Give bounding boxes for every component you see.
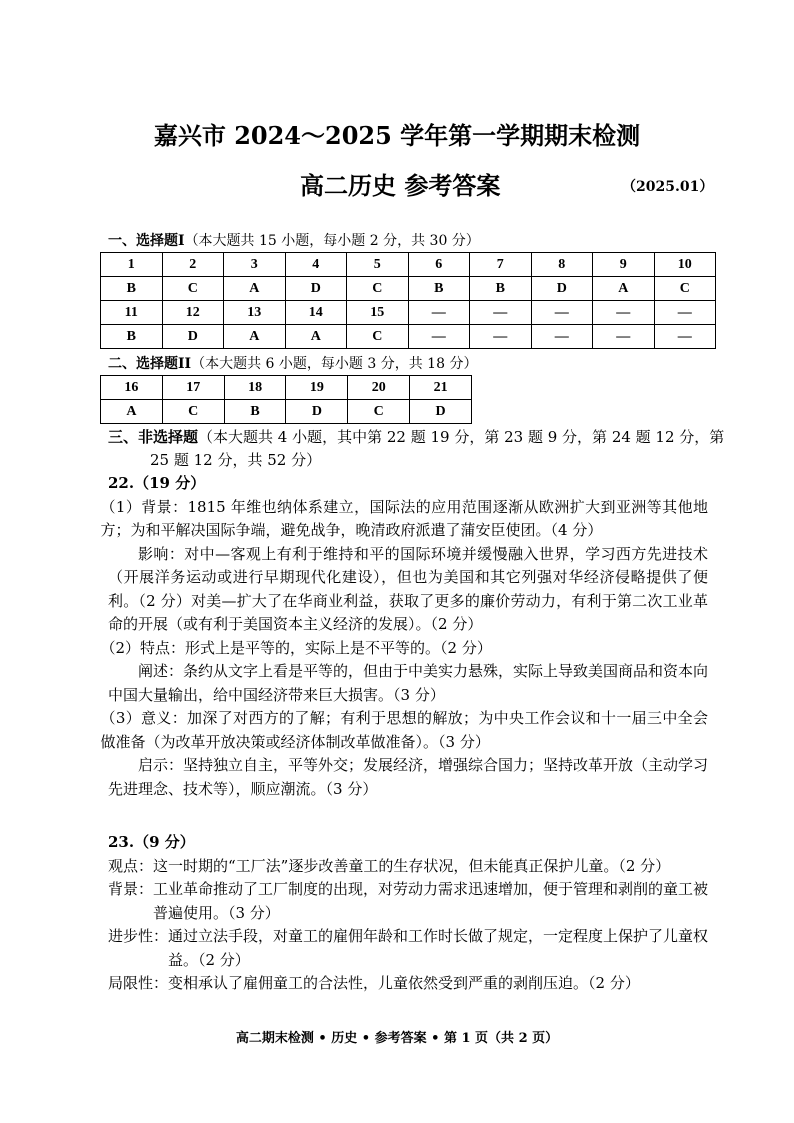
question-number-cell: —	[654, 301, 716, 325]
q22-part2-explain: 阐述：条约从文字上看是平等的，但由于中美实力悬殊，实际上导致美国商品和资本向中国大量输出，给中国经济带来巨大损害。（3 分）	[108, 662, 709, 704]
question-number-cell: —	[593, 301, 655, 325]
answer-table-1	[100, 252, 716, 349]
document-title: 嘉兴市 2024～2025 学年第一学期期末检测	[153, 121, 641, 150]
question-number-cell: 11	[101, 301, 163, 325]
q23-viewpoint: 观点：这一时期的“工厂法”逐步改善童工的生存状况，但未能真正保护儿童。（2 分）	[108, 856, 671, 875]
question-number-cell: 2	[162, 253, 224, 277]
question-number-row	[101, 376, 472, 400]
answer-cell: D	[410, 400, 472, 424]
question-number-cell: 20	[348, 376, 410, 400]
question-number-cell: 8	[531, 253, 593, 277]
question-number-cell: 19	[286, 376, 348, 400]
answer-cell: A	[224, 277, 286, 301]
answer-cell: —	[593, 325, 655, 349]
question-number-cell: 15	[347, 301, 409, 325]
answer-cell: C	[162, 400, 224, 424]
section2-label: 二、选择题II	[108, 356, 192, 372]
answer-cell: C	[162, 277, 224, 301]
answer-cell: —	[408, 325, 470, 349]
q22-part1-impact: 影响：对中—客观上有利于维持和平的国际环境并缓慢融入世界，学习西方先进技术（开展洋务运动或进行早期现代化建设），但也为美国和其它列强对华经济侵略提供了便利。（2 分）对美—扩大了在华商业利益，获取了更多的廉价劳动力，有利于第二次工业革命的开展（或有利于美国资本主义经济的发展）。（2 分）	[108, 544, 708, 633]
question-number-cell: 12	[162, 301, 224, 325]
question-number-cell: 9	[593, 253, 655, 277]
question-number-cell: 17	[162, 376, 224, 400]
question-number-cell: 13	[224, 301, 286, 325]
answer-cell: C	[347, 325, 409, 349]
answer-cell: A	[593, 277, 655, 301]
q22-part1-background: （1）背景：1815 年维也纳体系建立，国际法的应用范围逐渐从欧洲扩大到亚洲等其他地方；为和平解决国际争端，避免战争，晚清政府派遣了蒲安臣使团。（4 分）	[100, 497, 708, 539]
answer-cell: A	[101, 400, 163, 424]
q23-limitation: 局限性：变相承认了雇佣童工的合法性，儿童依然受到严重的剥削压迫。（2 分）	[108, 974, 640, 992]
answer-cell: B	[224, 400, 286, 424]
answer-cell: B	[101, 277, 163, 301]
section3-label: 三、非选择题	[108, 428, 199, 446]
question-number-cell: 5	[347, 253, 409, 277]
question-number-cell: 3	[224, 253, 286, 277]
question-number-row	[101, 301, 716, 325]
section1-heading	[108, 230, 480, 250]
question-number-row	[101, 253, 716, 277]
section2-note: （本大题共 6 小题，每小题 3 分，共 18 分）	[191, 356, 478, 372]
question-number-cell: —	[531, 301, 593, 325]
section1-note: （本大题共 15 小题，每小题 2 分，共 30 分）	[184, 233, 480, 249]
answer-cell: D	[531, 277, 593, 301]
section3-heading	[108, 426, 735, 472]
answer-cell: B	[470, 277, 532, 301]
answer-cell: C	[654, 277, 716, 301]
answer-row	[101, 325, 716, 349]
answer-cell: B	[101, 325, 163, 349]
answer-row	[101, 277, 716, 301]
q22-answer	[100, 472, 709, 801]
question-number-cell: 14	[285, 301, 347, 325]
q23-heading: 23.（9 分）	[108, 833, 195, 851]
question-number-cell: 7	[470, 253, 532, 277]
question-number-cell: —	[408, 301, 470, 325]
answer-cell: C	[348, 400, 410, 424]
question-number-cell: 16	[101, 376, 163, 400]
answer-cell: —	[531, 325, 593, 349]
question-number-cell: 10	[654, 253, 716, 277]
q22-part2-feature: （2）特点：形式上是平等的，实际上是不平等的。（2 分）	[100, 638, 492, 657]
answer-row	[101, 400, 472, 424]
q22-part3-enlightenment: 启示：坚持独立自主，平等外交；发展经济，增强综合国力；坚持改革开放（主动学习先进理念、技术等），顺应潮流。（3 分）	[108, 756, 709, 798]
question-number-cell: 4	[285, 253, 347, 277]
q23-progress: 进步性：通过立法手段，对童工的雇佣年龄和工作时长做了规定，一定程度上保护了儿童权益。（2 分）	[108, 927, 709, 969]
q22-heading: 22.（19 分）	[108, 474, 206, 492]
document-subtitle: 高二历史 参考答案	[300, 171, 501, 200]
section1-label: 一、选择题I	[108, 233, 185, 249]
q23-background: 背景：工业革命推动了工厂制度的出现，对劳动力需求迅速增加，便于管理和剥削的童工被普遍使用。（3 分）	[108, 880, 709, 922]
section2-heading	[108, 353, 477, 373]
answer-cell: A	[285, 325, 347, 349]
q22-part3-significance: （3）意义：加深了对西方的了解；有利于思想的解放；为中央工作会议和十一届三中全会做准备（为改革开放决策或经济体制改革做准备）。（3 分）	[100, 709, 708, 751]
question-number-cell: 18	[224, 376, 286, 400]
question-number-cell: —	[470, 301, 532, 325]
question-number-cell: 21	[410, 376, 472, 400]
document-date: （2025.01）	[622, 179, 714, 195]
answer-table-2	[100, 375, 472, 424]
answer-cell: B	[408, 277, 470, 301]
answer-cell: D	[162, 325, 224, 349]
answer-cell: A	[224, 325, 286, 349]
answer-cell: D	[286, 400, 348, 424]
answer-cell: C	[347, 277, 409, 301]
page-footer: 高二期末检测 • 历史 • 参考答案 • 第 1 页（共 2 页）	[235, 1031, 559, 1046]
q23-answer	[108, 831, 708, 996]
answer-cell: —	[470, 325, 532, 349]
question-number-cell: 1	[101, 253, 163, 277]
answer-cell: —	[654, 325, 716, 349]
answer-cell: D	[285, 277, 347, 301]
question-number-cell: 6	[408, 253, 470, 277]
section3-note: （本大题共 4 小题，其中第 22 题 19 分，第 23 题 9 分，第 24 题 12 分，第 25 题 12 分，共 52 分）	[150, 428, 725, 469]
